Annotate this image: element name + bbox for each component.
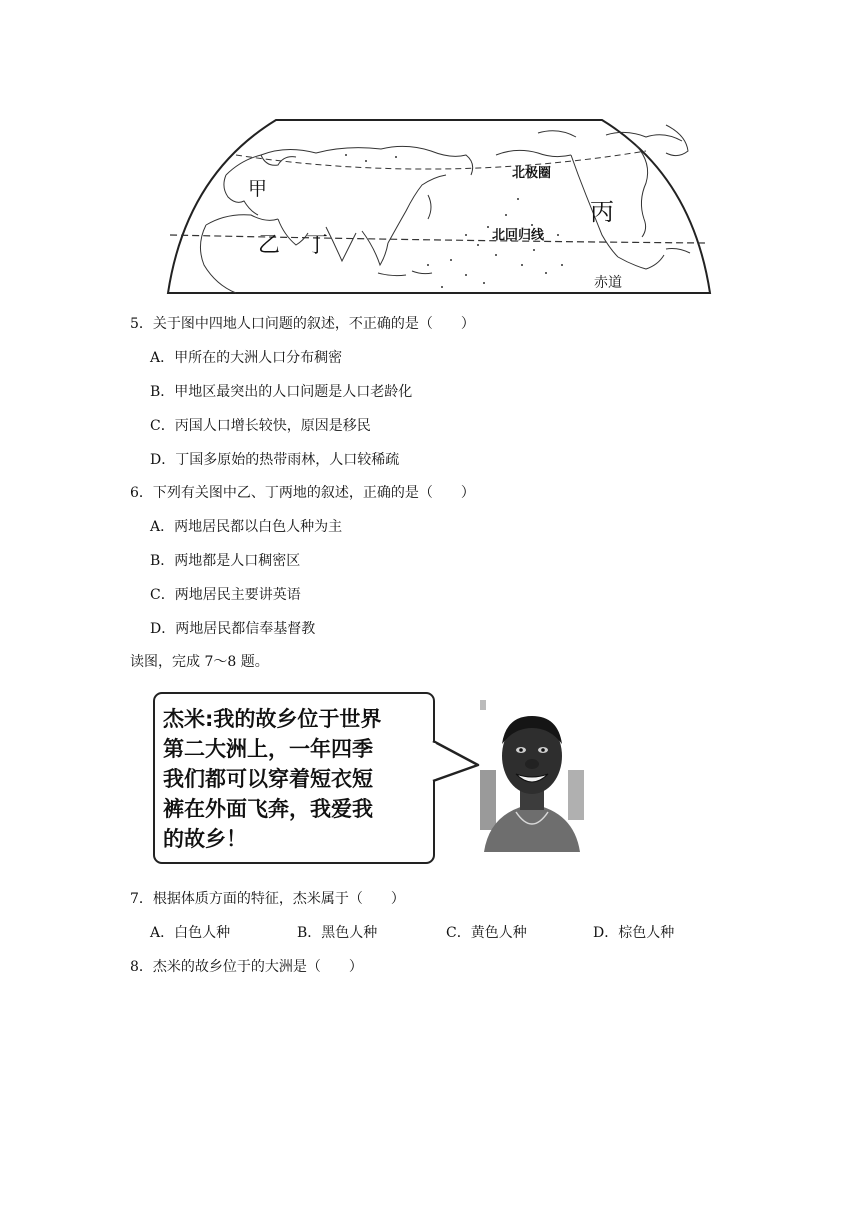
question-5-option-a: A．甲所在的大洲人口分布稠密 [150,350,343,366]
speech-bubble-text [163,704,433,854]
question-6-option-b: B．两地都是人口稠密区 [150,553,301,569]
reading-instruction: 读图，完成 7～8 题。 [130,654,269,670]
question-6-option-c: C．两地居民主要讲英语 [150,587,301,603]
portrait-photo [480,700,584,852]
speech-line-2: 第二大洲上，一年四季 [163,737,373,761]
question-7-stem: 7．根据体质方面的特征，杰米属于（ ） [130,891,405,907]
speech-line-3: 我们都可以穿着短衣短 [163,767,373,791]
speech-bubble-tail [432,735,482,795]
map-frame [168,120,710,293]
question-8-stem: 8．杰米的故乡位于的大洲是（ ） [130,959,363,975]
question-5-option-d: D．丁国多原始的热带雨林，人口较稀疏 [150,452,400,468]
label-equator: 赤道 [594,275,622,291]
speech-line-1: 杰米:我的故乡位于世界 [163,707,382,731]
label-yi: 乙 [258,233,281,258]
label-jia: 甲 [248,178,268,200]
label-arctic-circle: 北极圈 [512,166,552,181]
speech-line-4: 裤在外面飞奔，我爱我 [163,797,373,821]
question-7-option-b: B．黑色人种 [297,925,378,941]
question-5-stem: 5．关于图中四地人口问题的叙述，不正确的是（ ） [130,316,475,332]
speech-line-5: 的故乡！ [163,827,247,851]
label-bing: 丙 [590,198,614,226]
question-7-option-d: D．棕色人种 [593,925,675,941]
question-7-option-a: A．白色人种 [150,925,231,941]
question-5-option-b: B．甲地区最突出的人口问题是人口老龄化 [150,384,413,400]
question-5-option-c: C．丙国人口增长较快，原因是移民 [150,418,371,434]
question-6-stem: 6．下列有关图中乙、丁两地的叙述，正确的是（ ） [130,485,475,501]
question-6-option-a: A．两地居民都以白色人种为主 [150,519,343,535]
question-6-option-d: D．两地居民都信奉基督教 [150,621,316,637]
label-tropic-of-cancer: 北回归线 [492,228,545,243]
world-map-figure [166,115,712,297]
question-7-option-c: C．黄色人种 [446,925,527,941]
label-ding: 丁 [306,233,329,258]
